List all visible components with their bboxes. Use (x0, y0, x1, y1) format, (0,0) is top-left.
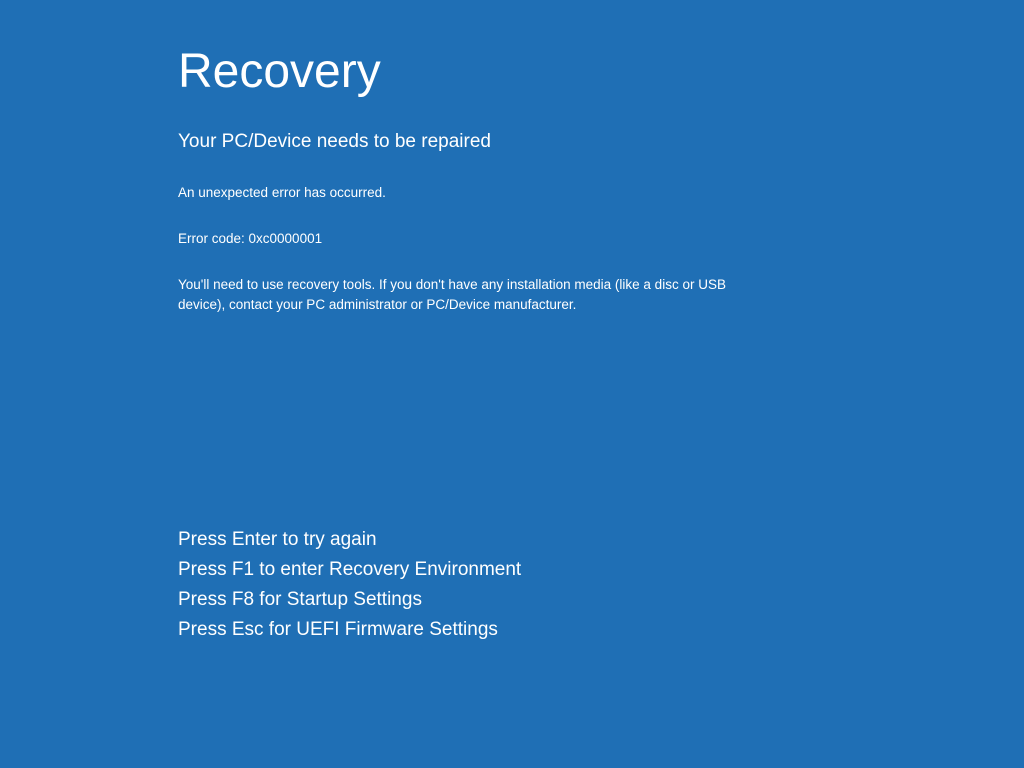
page-title: Recovery (178, 45, 381, 98)
option-enter-try-again[interactable]: Press Enter to try again (178, 529, 377, 550)
recovery-content (178, 44, 878, 315)
recovery-subtitle: Your PC/Device needs to be repaired (178, 131, 491, 152)
recovery-options-list (178, 525, 878, 645)
option-f8-startup-settings[interactable]: Press F8 for Startup Settings (178, 589, 422, 610)
error-code: Error code: 0xc0000001 (178, 231, 323, 246)
recovery-instructions: You'll need to use recovery tools. If you don't have any installation media (like a disc or USB device), contact your PC administrator or PC/Device manufacturer. (178, 277, 726, 312)
error-message: An unexpected error has occurred. (178, 185, 386, 200)
option-f1-recovery-environment[interactable]: Press F1 to enter Recovery Environment (178, 559, 522, 580)
option-esc-uefi-firmware-settings[interactable]: Press Esc for UEFI Firmware Settings (178, 619, 498, 640)
